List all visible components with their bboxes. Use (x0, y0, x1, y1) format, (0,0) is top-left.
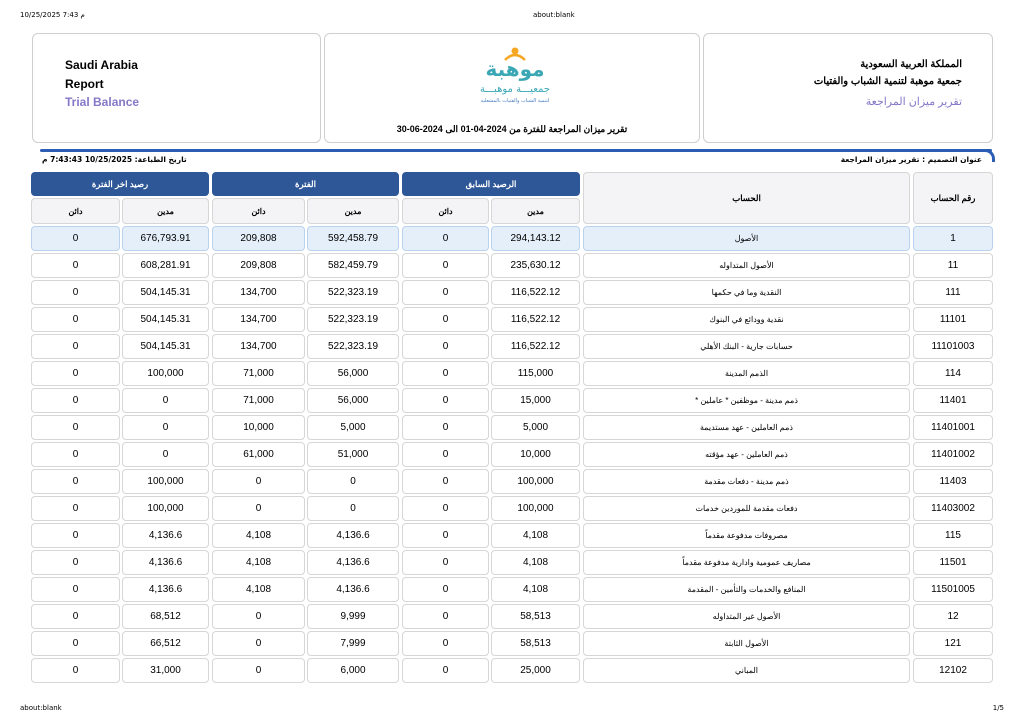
cell-end-debit: 0 (122, 388, 209, 413)
cell-period-credit: 71,000 (212, 388, 305, 413)
cell-prev-debit: 100,000 (491, 469, 580, 494)
cell-period-debit: 582,459.79 (307, 253, 399, 278)
cell-end-debit: 504,145.31 (122, 307, 209, 332)
cell-prev-debit: 15,000 (491, 388, 580, 413)
header-period-credit: دائن (212, 198, 305, 224)
cell-period-credit: 0 (212, 604, 305, 629)
cell-end-credit: 0 (31, 523, 120, 548)
cell-prev-credit: 0 (402, 442, 489, 467)
cell-end-debit: 4,136.6 (122, 523, 209, 548)
cell-prev-credit: 0 (402, 388, 489, 413)
cell-account-name: ذمم مدينة - موظفين * عاملين * (583, 388, 910, 413)
footer-url: about:blank (20, 704, 62, 712)
cell-account-number: 11401001 (913, 415, 993, 440)
report-title-en: Trial Balance (65, 95, 140, 109)
cell-period-debit: 522,323.19 (307, 307, 399, 332)
cell-end-debit: 4,136.6 (122, 550, 209, 575)
cell-account-name: الذمم المدينة (583, 361, 910, 386)
cell-end-credit: 0 (31, 361, 120, 386)
cell-prev-credit: 0 (402, 280, 489, 305)
cell-prev-credit: 0 (402, 415, 489, 440)
cell-account-number: 114 (913, 361, 993, 386)
header-period-debit: مدين (307, 198, 399, 224)
cell-period-debit: 6,000 (307, 658, 399, 683)
cell-prev-debit: 116,522.12 (491, 334, 580, 359)
header-period: الفترة (212, 172, 399, 196)
cell-end-credit: 0 (31, 280, 120, 305)
cell-prev-debit: 235,630.12 (491, 253, 580, 278)
print-header (0, 11, 1024, 23)
header-end-balance: رصيد اخر الفترة (31, 172, 209, 196)
cell-end-credit: 0 (31, 226, 120, 251)
cell-account-name: مصروفات مدفوعة مقدماً (583, 523, 910, 548)
cell-period-debit: 522,323.19 (307, 334, 399, 359)
cell-account-number: 11403 (913, 469, 993, 494)
cell-prev-credit: 0 (402, 550, 489, 575)
cell-period-credit: 0 (212, 469, 305, 494)
cell-prev-credit: 0 (402, 334, 489, 359)
cell-period-credit: 134,700 (212, 307, 305, 332)
cell-account-number: 12102 (913, 658, 993, 683)
cell-end-credit: 0 (31, 388, 120, 413)
cell-account-number: 11401 (913, 388, 993, 413)
cell-prev-debit: 58,513 (491, 631, 580, 656)
cell-end-debit: 504,145.31 (122, 280, 209, 305)
cell-end-credit: 0 (31, 415, 120, 440)
cell-end-debit: 100,000 (122, 496, 209, 521)
cell-prev-debit: 10,000 (491, 442, 580, 467)
cell-prev-debit: 294,143.12 (491, 226, 580, 251)
header-card-logo (324, 33, 700, 143)
cell-end-debit: 68,512 (122, 604, 209, 629)
cell-end-credit: 0 (31, 550, 120, 575)
cell-period-debit: 522,323.19 (307, 280, 399, 305)
cell-account-number: 11501 (913, 550, 993, 575)
cell-account-number: 11401002 (913, 442, 993, 467)
cell-account-number: 11501005 (913, 577, 993, 602)
country-label-ar: المملكة العربية السعودية (860, 59, 962, 70)
header-divider (40, 149, 992, 152)
cell-period-debit: 5,000 (307, 415, 399, 440)
cell-prev-credit: 0 (402, 658, 489, 683)
cell-account-number: 11 (913, 253, 993, 278)
header-prev-debit: مدين (491, 198, 580, 224)
cell-account-number: 11101003 (913, 334, 993, 359)
print-footer (0, 704, 1024, 716)
cell-account-name: النقدية وما في حكمها (583, 280, 910, 305)
cell-account-name: ذمم العاملين - عهد مؤقته (583, 442, 910, 467)
cell-prev-credit: 0 (402, 226, 489, 251)
cell-end-credit: 0 (31, 253, 120, 278)
cell-account-number: 12 (913, 604, 993, 629)
cell-account-name: الأصول المتداوله (583, 253, 910, 278)
cell-end-credit: 0 (31, 631, 120, 656)
cell-account-name: حسابات جارية - البنك الأهلي (583, 334, 910, 359)
cell-period-credit: 209,808 (212, 226, 305, 251)
print-date: تاريخ الطباعة: 10/25/2025 7:43:43 م (42, 155, 187, 164)
header-end-credit: دائن (31, 198, 120, 224)
design-title: عنوان التصميم : تقرير ميزان المراجعة (840, 155, 982, 164)
cell-account-number: 11101 (913, 307, 993, 332)
cell-end-debit: 676,793.91 (122, 226, 209, 251)
cell-prev-credit: 0 (402, 577, 489, 602)
cell-account-number: 1 (913, 226, 993, 251)
page-number: 1/5 (992, 704, 1004, 712)
cell-period-credit: 4,108 (212, 523, 305, 548)
cell-period-credit: 0 (212, 496, 305, 521)
cell-prev-debit: 116,522.12 (491, 280, 580, 305)
cell-prev-credit: 0 (402, 631, 489, 656)
cell-prev-credit: 0 (402, 253, 489, 278)
cell-account-name: ذمم العاملين - عهد مستديمة (583, 415, 910, 440)
cell-prev-debit: 58,513 (491, 604, 580, 629)
cell-period-credit: 4,108 (212, 577, 305, 602)
header-card-arabic (703, 33, 993, 143)
cell-end-credit: 0 (31, 334, 120, 359)
cell-account-number: 115 (913, 523, 993, 548)
cell-end-debit: 608,281.91 (122, 253, 209, 278)
cell-end-credit: 0 (31, 658, 120, 683)
cell-period-debit: 4,136.6 (307, 577, 399, 602)
cell-prev-debit: 100,000 (491, 496, 580, 521)
cell-prev-debit: 116,522.12 (491, 307, 580, 332)
cell-account-number: 11403002 (913, 496, 993, 521)
cell-period-credit: 134,700 (212, 280, 305, 305)
cell-account-name: المباني (583, 658, 910, 683)
report-title-ar: تقرير ميزان المراجعة (865, 96, 962, 108)
cell-end-debit: 0 (122, 442, 209, 467)
logo-tagline: لتنمية الشباب والفتيات بالمشعلية (480, 98, 550, 104)
cell-end-credit: 0 (31, 442, 120, 467)
cell-prev-credit: 0 (402, 523, 489, 548)
logo-word: موهبة (485, 57, 545, 81)
cell-prev-credit: 0 (402, 307, 489, 332)
cell-period-debit: 0 (307, 469, 399, 494)
report-label-en: Report (65, 77, 104, 91)
cell-account-name: دفعات مقدمة للموردين خدمات (583, 496, 910, 521)
cell-prev-credit: 0 (402, 604, 489, 629)
header-end-debit: مدين (122, 198, 209, 224)
print-datetime: 10/25/2025 7:43 م (20, 11, 85, 19)
cell-prev-credit: 0 (402, 496, 489, 521)
cell-end-debit: 100,000 (122, 469, 209, 494)
cell-account-name: نقدية وودائع في البنوك (583, 307, 910, 332)
cell-period-credit: 61,000 (212, 442, 305, 467)
cell-end-credit: 0 (31, 307, 120, 332)
cell-end-debit: 0 (122, 415, 209, 440)
cell-end-debit: 100,000 (122, 361, 209, 386)
cell-end-debit: 66,512 (122, 631, 209, 656)
report-period: تقرير ميزان المراجعة للفترة من 2024-04-01 الى 2024-06-30 (396, 124, 628, 134)
cell-period-credit: 209,808 (212, 253, 305, 278)
cell-end-debit: 4,136.6 (122, 577, 209, 602)
cell-period-debit: 7,999 (307, 631, 399, 656)
cell-prev-debit: 4,108 (491, 523, 580, 548)
cell-period-debit: 56,000 (307, 388, 399, 413)
print-url: about:blank (533, 11, 575, 19)
organization-name: جمعية موهبة لتنمية الشباب والفتيات (813, 76, 962, 87)
cell-end-debit: 31,000 (122, 658, 209, 683)
header-account-number: رقم الحساب (913, 172, 993, 224)
header-account: الحساب (583, 172, 910, 224)
cell-account-name: الأصول الثابتة (583, 631, 910, 656)
cell-account-name: الأصول (583, 226, 910, 251)
cell-end-credit: 0 (31, 577, 120, 602)
cell-period-debit: 56,000 (307, 361, 399, 386)
cell-account-name: المنافع والخدمات والتأمين - المقدمة (583, 577, 910, 602)
cell-period-credit: 134,700 (212, 334, 305, 359)
header-card-english (32, 33, 321, 143)
cell-period-debit: 4,136.6 (307, 523, 399, 548)
logo-subtitle: جمعيـــة موهبـــة (479, 84, 551, 95)
cell-prev-debit: 115,000 (491, 361, 580, 386)
cell-end-credit: 0 (31, 469, 120, 494)
cell-prev-credit: 0 (402, 361, 489, 386)
cell-period-debit: 51,000 (307, 442, 399, 467)
cell-account-number: 111 (913, 280, 993, 305)
cell-period-debit: 592,458.79 (307, 226, 399, 251)
cell-prev-debit: 25,000 (491, 658, 580, 683)
cell-prev-debit: 5,000 (491, 415, 580, 440)
cell-account-name: الأصول غير المتداوله (583, 604, 910, 629)
cell-account-number: 121 (913, 631, 993, 656)
cell-account-name: ذمم مدينة - دفعات مقدمة (583, 469, 910, 494)
cell-period-debit: 0 (307, 496, 399, 521)
cell-period-debit: 9,999 (307, 604, 399, 629)
country-label-en: Saudi Arabia (65, 58, 138, 72)
cell-end-debit: 504,145.31 (122, 334, 209, 359)
cell-prev-credit: 0 (402, 469, 489, 494)
cell-period-credit: 0 (212, 658, 305, 683)
cell-prev-debit: 4,108 (491, 550, 580, 575)
cell-period-credit: 71,000 (212, 361, 305, 386)
header-previous-balance: الرصيد السابق (402, 172, 580, 196)
cell-prev-debit: 4,108 (491, 577, 580, 602)
cell-account-name: مصاريف عمومية وادارية مدفوعة مقدماً (583, 550, 910, 575)
cell-end-credit: 0 (31, 496, 120, 521)
cell-period-credit: 4,108 (212, 550, 305, 575)
cell-period-credit: 10,000 (212, 415, 305, 440)
header-prev-credit: دائن (402, 198, 489, 224)
cell-period-credit: 0 (212, 631, 305, 656)
mawhiba-logo (465, 46, 565, 106)
cell-period-debit: 4,136.6 (307, 550, 399, 575)
cell-end-credit: 0 (31, 604, 120, 629)
